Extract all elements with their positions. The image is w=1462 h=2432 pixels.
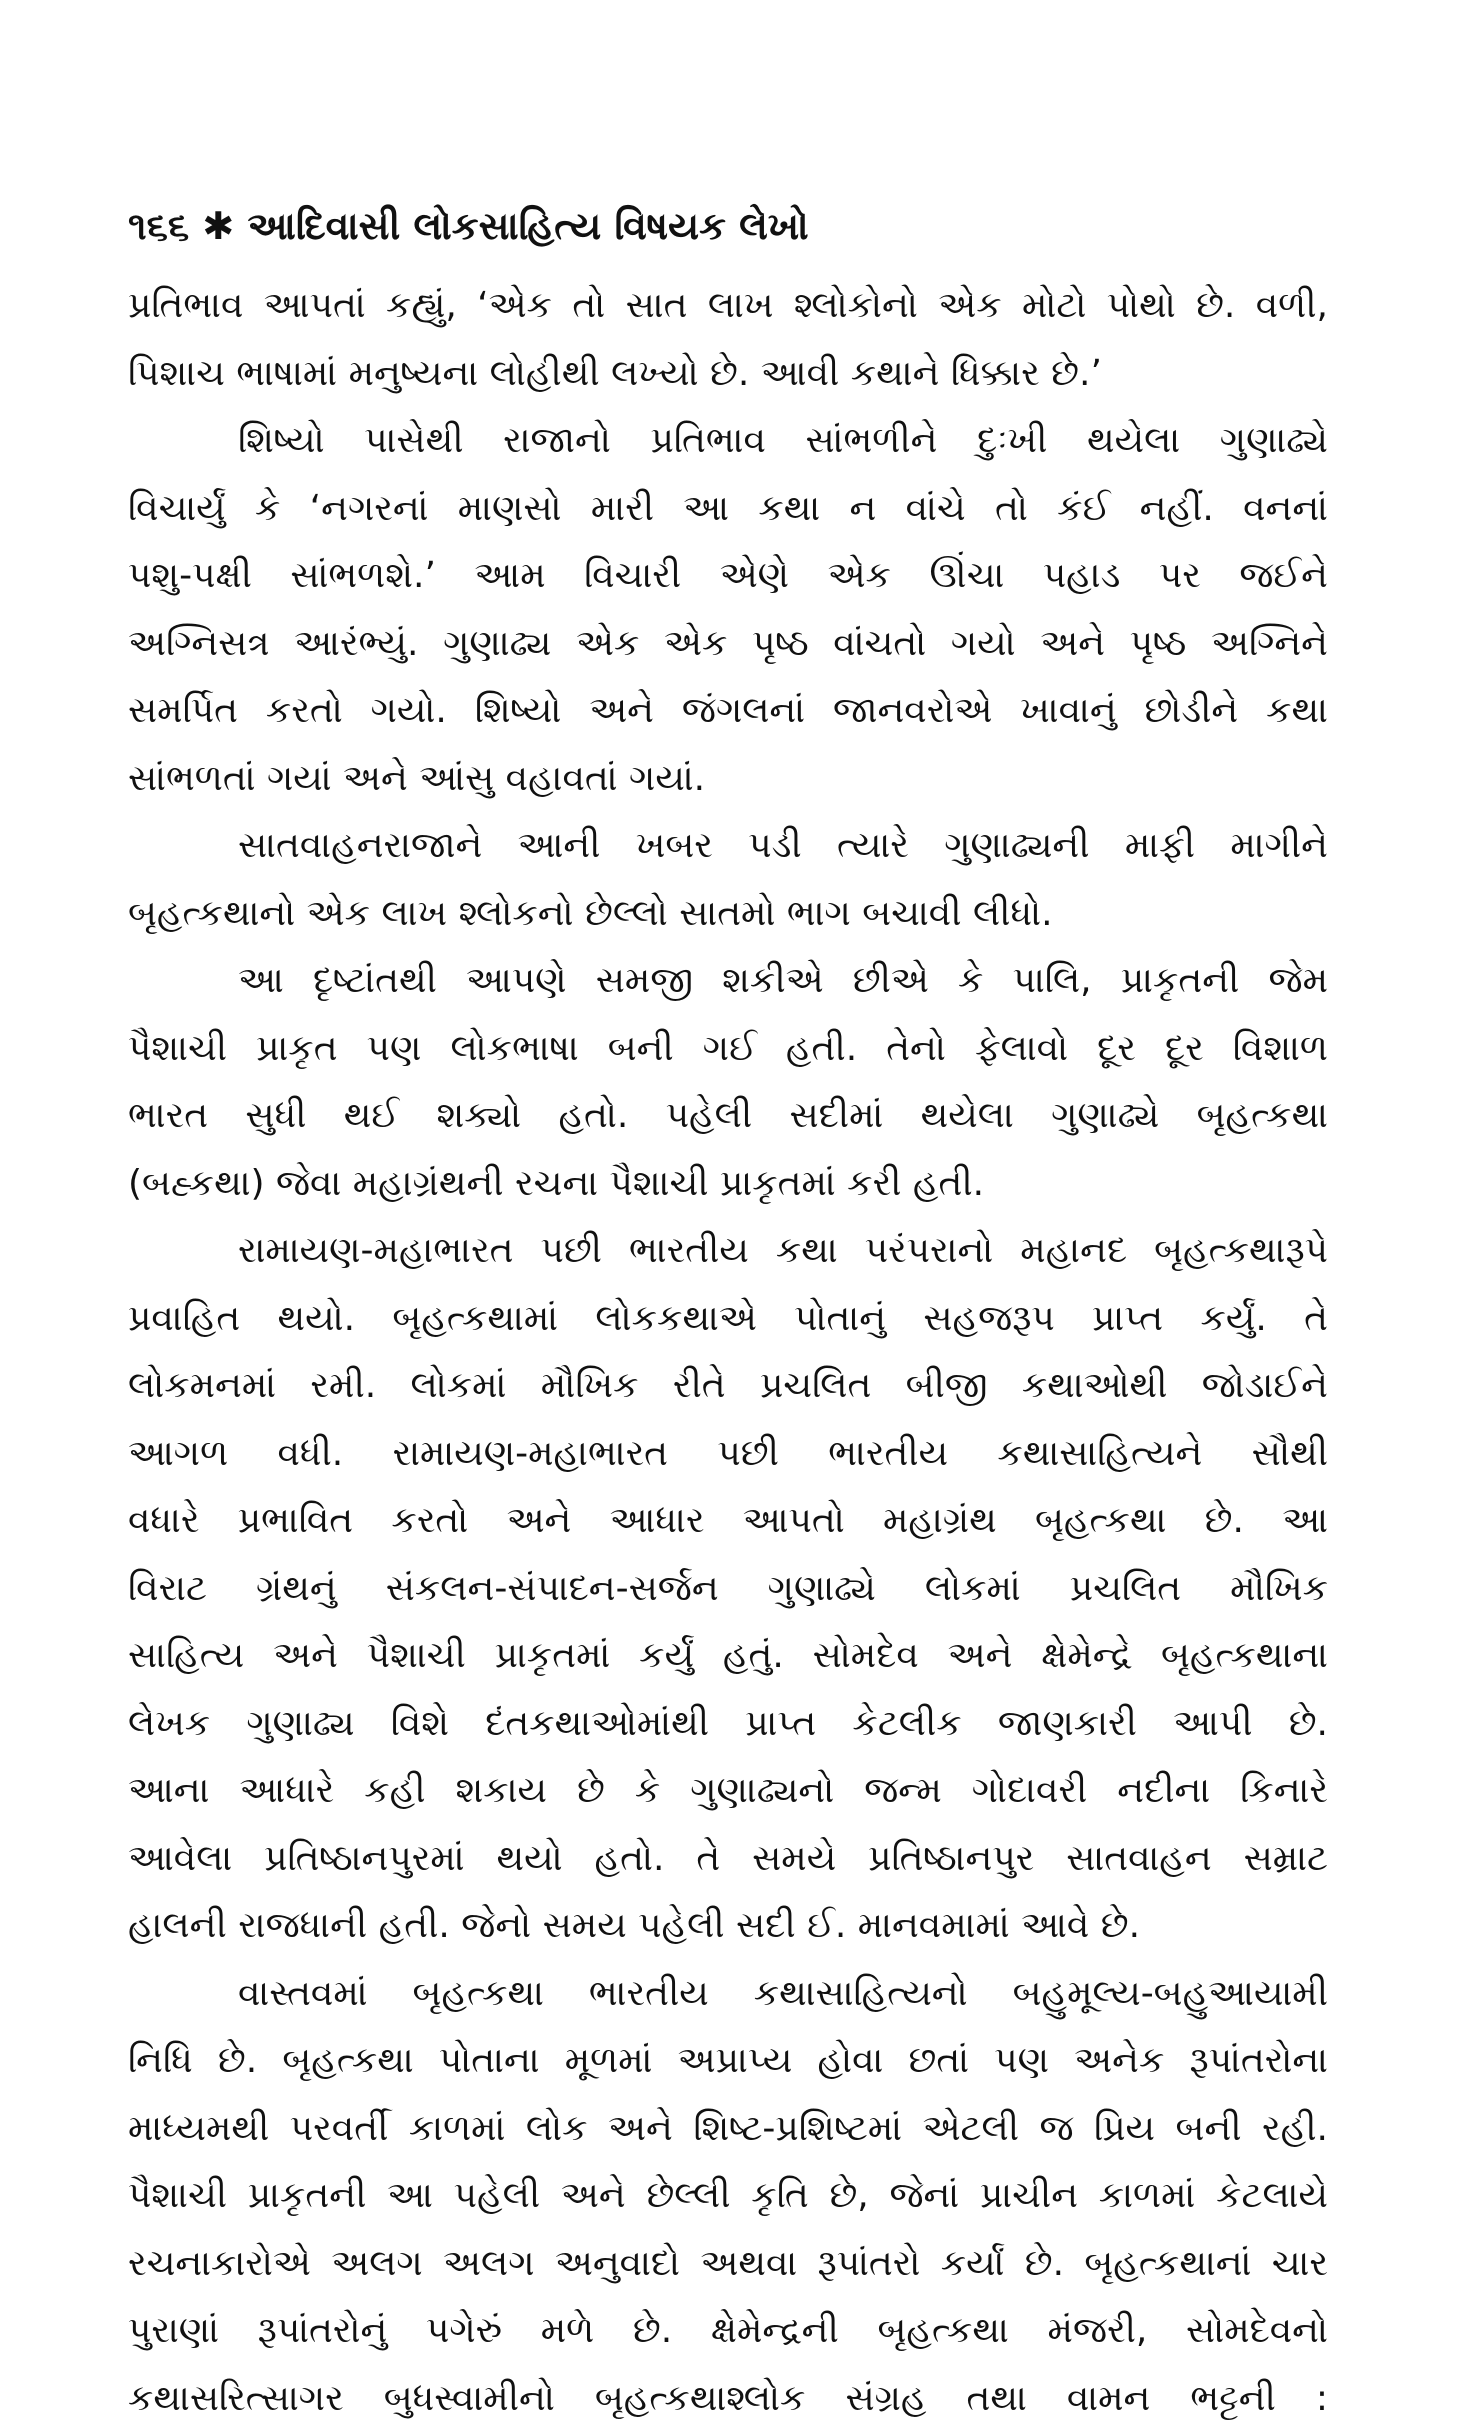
text-line: આગળ વધી. રામાયણ-મહાભારત પછી ભારતીય કથાસાહિત્યને સૌથી <box>128 1420 1328 1488</box>
text-line: ભારત સુધી થઈ શક્યો હતો. પહેલી સદીમાં થયેલા ગુણાઢ્યે બૃહત્કથા <box>128 1082 1328 1150</box>
text-line: આવેલા પ્રતિષ્ઠાનપુરમાં થયો હતો. તે સમયે પ્રતિષ્ઠાનપુર સાતવાહન સમ્રાટ <box>128 1825 1328 1893</box>
paragraph-start-line: શિષ્યો પાસેથી રાજાનો પ્રતિભાવ સાંભળીને દુઃખી થયેલા ગુણાઢ્યે <box>128 407 1328 475</box>
text-line: સાંભળતાં ગયાં અને આંસુ વહાવતાં ગયાં. <box>128 745 1328 813</box>
text-line: પૈશાચી પ્રાકૃતની આ પહેલી અને છેલ્લી કૃતિ છે, જેનાં પ્રાચીન કાળમાં કેટલાયે <box>128 2162 1328 2230</box>
running-header: ૧૬૬ ✱ આદિવાસી લોકસાહિત્ય વિષયક લેખો <box>128 196 1338 256</box>
text-line: પૈશાચી પ્રાકૃત પણ લોકભાષા બની ગઈ હતી. તેનો ફેલાવો દૂર દૂર વિશાળ <box>128 1015 1328 1083</box>
paragraph-start-line: આ દૃષ્ટાંતથી આપણે સમજી શકીએ છીએ કે પાલિ, પ્રાકૃતની જેમ <box>128 947 1328 1015</box>
text-line: સાહિત્ય અને પૈશાચી પ્રાકૃતમાં કર્યું હતું. સોમદેવ અને ક્ષેમેન્દ્રે બૃહત્કથાના <box>128 1622 1328 1690</box>
text-line: હાલની રાજધાની હતી. જેનો સમય પહેલી સદી ઈ. માનવમામાં આવે છે. <box>128 1892 1328 1960</box>
text-line: બૃહત્કથાનો એક લાખ શ્લોકનો છેલ્લો સાતમો ભાગ બચાવી લીધો. <box>128 880 1328 948</box>
text-line: લેખક ગુણાઢ્ય વિશે દંતકથાઓમાંથી પ્રાપ્ત કેટલીક જાણકારી આપી છે. <box>128 1690 1328 1758</box>
text-line: વધારે પ્રભાવિત કરતો અને આધાર આપતો મહાગ્રંથ બૃહત્કથા છે. આ <box>128 1487 1328 1555</box>
text-line: નિધિ છે. બૃહત્કથા પોતાના મૂળમાં અપ્રાપ્ય હોવા છતાં પણ અનેક રૂપાંતરોના <box>128 2027 1328 2095</box>
paragraph-start-line: રામાયણ-મહાભારત પછી ભારતીય કથા પરંપરાનો મહાનદ બૃહત્કથારૂપે <box>128 1217 1328 1285</box>
paragraph-start-line: સાતવાહનરાજાને આની ખબર પડી ત્યારે ગુણાઢ્યની માફી માગીને <box>128 812 1328 880</box>
text-line: પુરાણાં રૂપાંતરોનું પગેરું મળે છે. ક્ષેમેન્દ્રની બૃહત્કથા મંજરી, સોમદેવનો <box>128 2297 1328 2365</box>
paragraph-start-line: વાસ્તવમાં બૃહત્કથા ભારતીય કથાસાહિત્યનો બહુમૂલ્ય-બહુઆયામી <box>128 1960 1328 2028</box>
text-line: વિરાટ ગ્રંથનું સંકલન-સંપાદન-સર્જન ગુણાઢ્યે લોકમાં પ્રચલિત મૌખિક <box>128 1555 1328 1623</box>
text-line: પિશાચ ભાષામાં મનુષ્યના લોહીથી લખ્યો છે. આવી કથાને ધિક્કાર છે.’ <box>128 340 1328 408</box>
text-line: વિચાર્યું કે ‘નગરનાં માણસો મારી આ કથા ન વાંચે તો કંઈ નહીં. વનનાં <box>128 475 1328 543</box>
text-line: સમર્પિત કરતો ગયો. શિષ્યો અને જંગલનાં જાનવરોએ ખાવાનું છોડીને કથા <box>128 677 1328 745</box>
body-text <box>128 272 1328 2432</box>
text-line: આના આધારે કહી શકાય છે કે ગુણાઢ્યનો જન્મ ગોદાવરી નદીના કિનારે <box>128 1757 1328 1825</box>
text-line: (બહ્કથા) જેવા મહાગ્રંથની રચના પૈશાચી પ્રાકૃતમાં કરી હતી. <box>128 1150 1328 1218</box>
text-line: લોકમનમાં રમી. લોકમાં મૌખિક રીતે પ્રચલિત બીજી કથાઓથી જોડાઈને <box>128 1352 1328 1420</box>
text-line: પ્રવાહિત થયો. બૃહત્કથામાં લોકકથાએ પોતાનું સહજરૂપ પ્રાપ્ત કર્યું. તે <box>128 1285 1328 1353</box>
text-line: માધ્યમથી પરવર્તી કાળમાં લોક અને શિષ્ટ-પ્રશિષ્ટમાં એટલી જ પ્રિય બની રહી. <box>128 2095 1328 2163</box>
text-line: રચનાકારોએ અલગ અલગ અનુવાદો અથવા રૂપાંતરો કર્યાં છે. બૃહત્કથાનાં ચાર <box>128 2230 1328 2298</box>
text-line: પશુ-પક્ષી સાંભળશે.’ આમ વિચારી એણે એક ઊંચા પહાડ પર જઈને <box>128 542 1328 610</box>
text-line: અગ્નિસત્ર આરંભ્યું. ગુણાઢ્ય એક એક પૃષ્ઠ વાંચતો ગયો અને પૃષ્ઠ અગ્નિને <box>128 610 1328 678</box>
text-line: કથાસરિત્સાગર બુધસ્વામીનો બૃહત્કથાશ્લોક સંગ્રહ તથા વામન ભટ્ટની : <box>128 2365 1328 2432</box>
text-line: પ્રતિભાવ આપતાં કહ્યું, ‘એક તો સાત લાખ શ્લોકોનો એક મોટો પોથો છે. વળી, <box>128 272 1328 340</box>
